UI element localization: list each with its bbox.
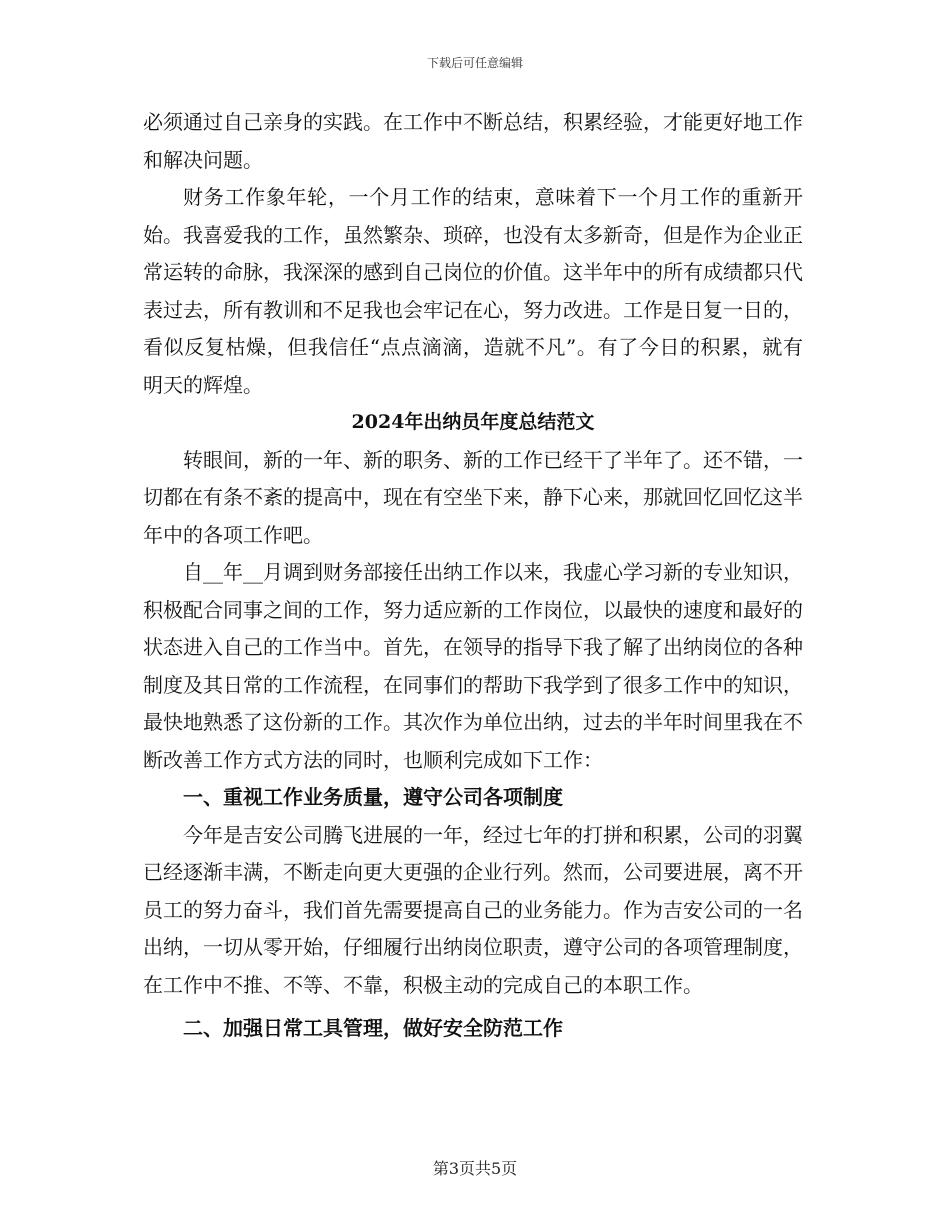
- section-heading-1: 一、重视工作业务质量，遵守公司各项制度: [183, 785, 563, 809]
- document-title: 2024年出纳员年度总结范文: [351, 411, 595, 433]
- document-body: [143, 104, 803, 1048]
- section-heading-2: 二、加强日常工具管理，做好安全防范工作: [183, 1016, 563, 1040]
- paragraph-company-growth: 今年是吉安公司腾飞进展的一年，经过七年的打拼和积累，公司的羽翼已经逐渐丰满，不断走向更大更强的企业行列。然而，公司要进展，离不开员工的努力奋斗，我们首先需要提高自己的业务能力。作为吉安公司的一名出纳，一切从零开始，仔细履行出纳岗位职责，遵守公司的各项管理制度，在工作中不推、不等、不靠，积极主动的完成自己的本职工作。: [143, 822, 803, 997]
- paragraph-continuation: 必须通过自己亲身的实践。在工作中不断总结，积累经验，才能更好地工作和解决问题。: [143, 110, 803, 172]
- page-header: 下载后可任意编辑: [426, 56, 523, 70]
- paragraph-intro: 转眼间，新的一年、新的职务、新的工作已经干了半年了。还不错，一切都在有条不紊的提高中，现在有空坐下来，静下心来，那就回忆回忆这半年中的各项工作吧。: [143, 447, 803, 547]
- page-footer: 第3页共5页: [432, 1159, 518, 1178]
- paragraph-since-transfer: 自__年__月调到财务部接任出纳工作以来，我虚心学习新的专业知识，积极配合同事之间的工作，努力适应新的工作岗位，以最快的速度和最好的状态进入自己的工作当中。首先，在领导的指导下我了解了出纳岗位的各种制度及其日常的工作流程，在同事们的帮助下我学到了很多工作中的知识，最快地熟悉了这份新的工作。其次作为单位出纳，过去的半年时间里我在不断改善工作方式方法的同时，也顺利完成如下工作：: [143, 560, 803, 772]
- paragraph-financial-work: 财务工作象年轮，一个月工作的结束，意味着下一个月工作的重新开始。我喜爱我的工作，虽然繁杂、琐碎，也没有太多新奇，但是作为企业正常运转的命脉，我深深的感到自己岗位的价值。这半年中的所有成绩都只代表过去，所有教训和不足我也会牢记在心，努力改进。工作是日复一日的，看似反复枯燥，但我信任“点点滴滴，造就不凡”。有了今日的积累，就有明天的辉煌。: [143, 185, 803, 397]
